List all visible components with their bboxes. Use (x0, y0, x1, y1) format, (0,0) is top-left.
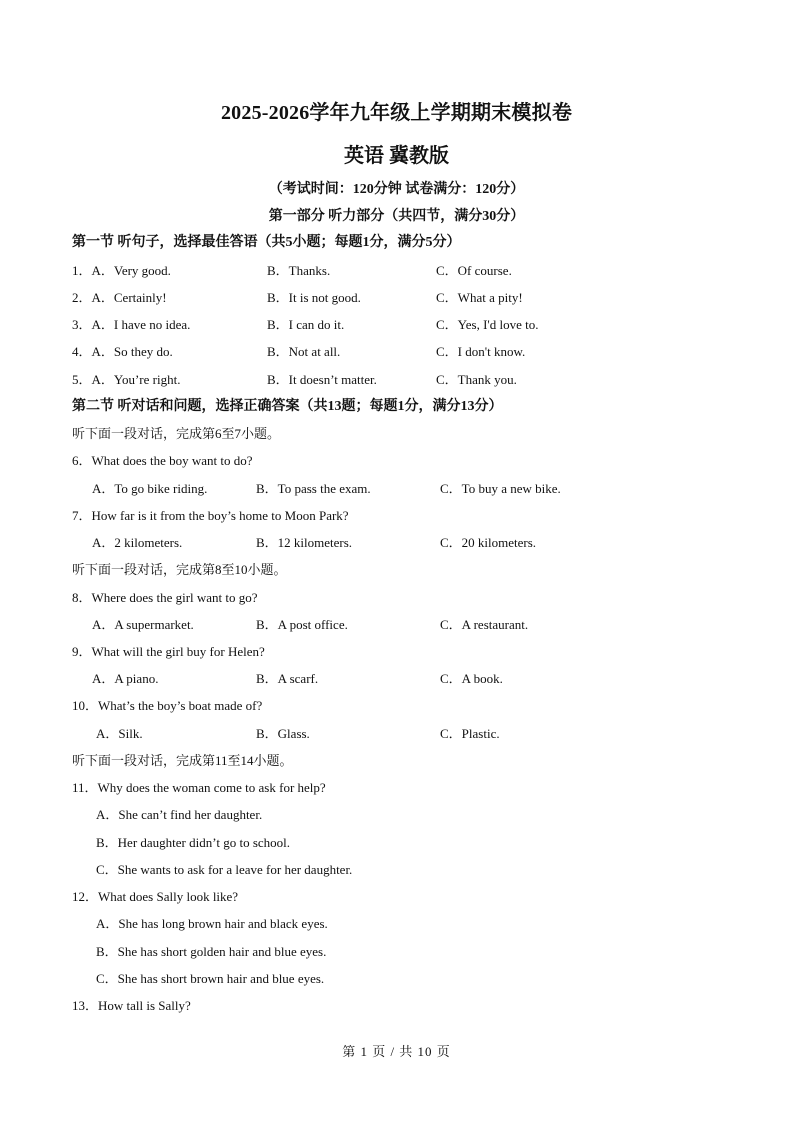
q11-option-a: A．She can’t find her daughter. (96, 807, 263, 822)
page-number: 第 1 页 / 共 10 页 (342, 1044, 451, 1059)
q3-option-b: B．I can do it. (267, 317, 345, 332)
q4-option-c: C．I don't know. (436, 344, 526, 359)
section2-intro-2: 听下面一段对话，完成第8至10小题。 (72, 562, 287, 577)
exam-info: （考试时间：120分钟 试卷满分：120分） (268, 182, 525, 197)
q9-option-c: C．A book. (440, 671, 503, 686)
section2-intro-3: 听下面一段对话，完成第11至14小题。 (72, 753, 293, 768)
q4-option-b: B．Not at all. (267, 344, 341, 359)
q6-option-c: C．To buy a new bike. (440, 481, 561, 496)
section2-intro-1: 听下面一段对话，完成第6至7小题。 (72, 426, 281, 441)
q7-option-b: B．12 kilometers. (256, 535, 353, 550)
q2-option-a: 2．A．Certainly! (72, 290, 167, 305)
q2-option-b: B．It is not good. (267, 290, 361, 305)
q2-option-c: C．What a pity! (436, 290, 523, 305)
exam-subtitle: 英语 冀教版 (344, 145, 449, 167)
q3-option-c: C．Yes, I'd love to. (436, 317, 539, 332)
q1-option-b: B．Thanks. (267, 263, 331, 278)
q6-option-b: B．To pass the exam. (256, 481, 371, 496)
q9-option-b: B．A scarf. (256, 671, 319, 686)
q5-option-b: B．It doesn’t matter. (267, 372, 377, 387)
section1-heading: 第一节 听句子，选择最佳答语（共5小题；每题1分，满分5分） (72, 235, 461, 250)
q12-option-c: C．She has short brown hair and blue eyes. (96, 971, 325, 986)
q8-option-c: C．A restaurant. (440, 617, 529, 632)
q7-option-c: C．20 kilometers. (440, 535, 537, 550)
q10-option-a: A．Silk. (96, 726, 143, 741)
q1-option-c: C．Of course. (436, 263, 512, 278)
q9-option-a: A．A piano. (92, 671, 159, 686)
exam-title: 2025-2026学年九年级上学期期末模拟卷 (220, 102, 573, 124)
part-title: 第一部分 听力部分（共四节，满分30分） (268, 209, 525, 224)
q8-option-a: A．A supermarket. (92, 617, 194, 632)
q5-option-a: 5．A．You’re right. (72, 372, 181, 387)
q11-option-b: B．Her daughter didn’t go to school. (96, 835, 291, 850)
q12-option-a: A．She has long brown hair and black eyes. (96, 916, 328, 931)
q8-stem: 8．Where does the girl want to go? (72, 590, 258, 605)
q12-option-b: B．She has short golden hair and blue eyes. (96, 944, 327, 959)
q7-option-a: A．2 kilometers. (92, 535, 183, 550)
q1-option-a: 1．A．Very good. (72, 263, 171, 278)
q11-stem: 11．Why does the woman come to ask for help? (72, 780, 326, 795)
q5-option-c: C．Thank you. (436, 372, 517, 387)
q10-option-c: C．Plastic. (440, 726, 500, 741)
q3-option-a: 3．A．I have no idea. (72, 317, 191, 332)
q10-stem: 10．What’s the boy’s boat made of? (72, 698, 263, 713)
q8-option-b: B．A post office. (256, 617, 348, 632)
q10-option-b: B．Glass. (256, 726, 310, 741)
q9-stem: 9．What will the girl buy for Helen? (72, 644, 265, 659)
q6-option-a: A．To go bike riding. (92, 481, 208, 496)
q4-option-a: 4．A．So they do. (72, 344, 173, 359)
q7-stem: 7．How far is it from the boy’s home to Moon Park? (72, 508, 349, 523)
q6-stem: 6．What does the boy want to do? (72, 453, 253, 468)
q12-stem: 12．What does Sally look like? (72, 889, 239, 904)
q11-option-c: C．She wants to ask for a leave for her daughter. (96, 862, 353, 877)
section2-heading: 第二节 听对话和问题，选择正确答案（共13题；每题1分，满分13分） (72, 399, 503, 414)
q13-stem: 13．How tall is Sally? (72, 998, 191, 1013)
